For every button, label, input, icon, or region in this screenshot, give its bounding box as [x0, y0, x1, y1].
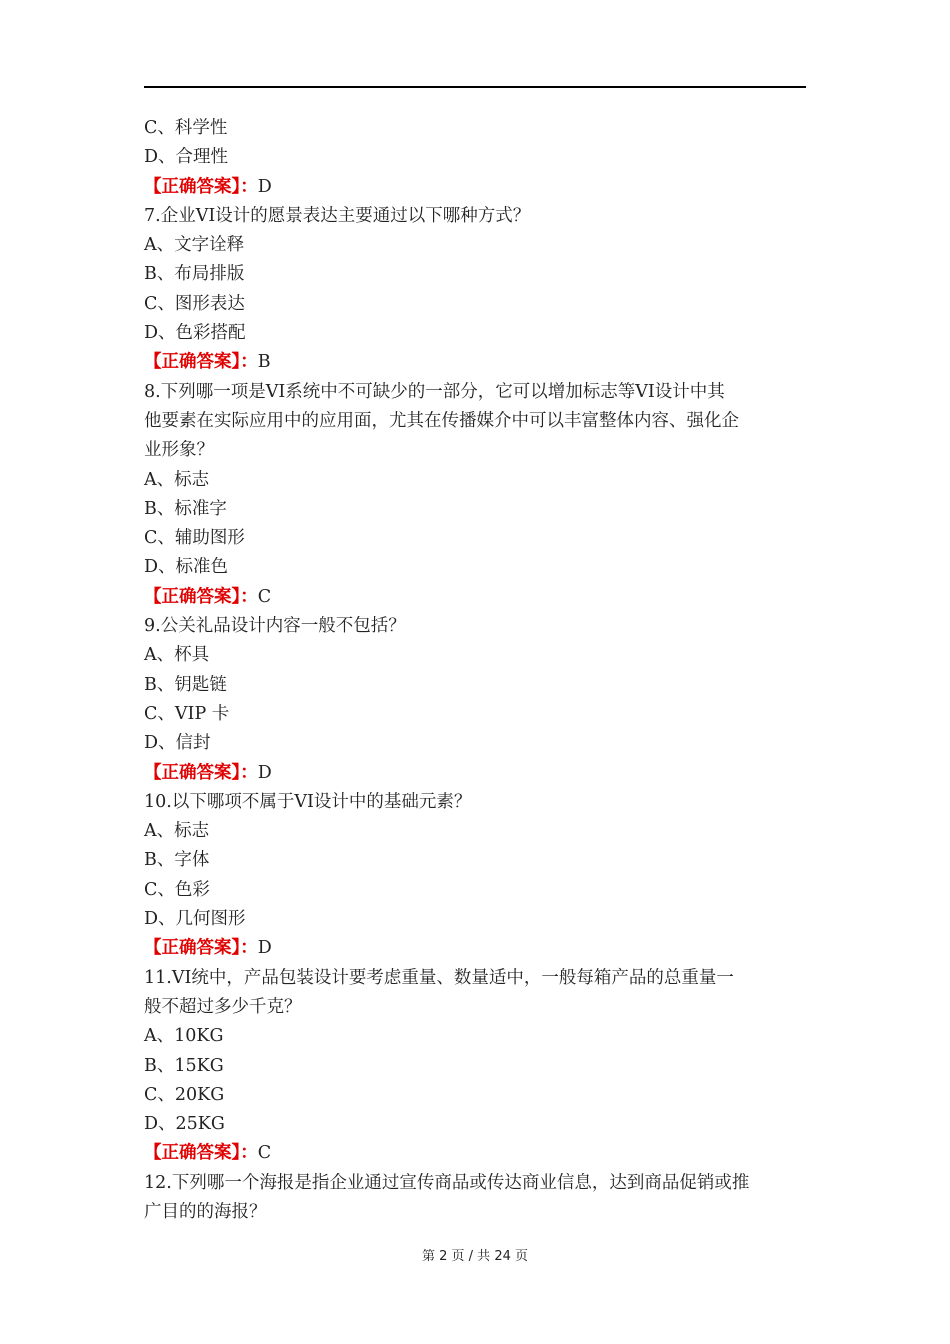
- text-line: B、钥匙链: [144, 674, 227, 695]
- text-line: C、科学性: [144, 118, 228, 138]
- text-line: B、布局排版: [144, 264, 245, 285]
- answer-value: D: [257, 938, 272, 959]
- question-line: 7.企业VI设计的愿景表达主要通过以下哪种方式？: [144, 205, 531, 226]
- document-body: [144, 114, 814, 1227]
- answer-line: [144, 1139, 814, 1168]
- text-line: C、辅助图形: [144, 528, 245, 549]
- answer-line: [144, 173, 814, 202]
- text-line: D、色彩搭配: [144, 323, 246, 344]
- answer-label: 【正确答案】：: [144, 1143, 258, 1164]
- text-line: A、10KG: [144, 1026, 224, 1047]
- text-line: 业形象？: [144, 440, 214, 461]
- text-line: 他要素在实际应用中的应用面，尤其在传播媒介中可以丰富整体内容、强化企: [144, 410, 739, 431]
- answer-label: 【正确答案】：: [144, 586, 258, 607]
- text-line: D、25KG: [144, 1114, 225, 1135]
- text-line: C、VIP 卡: [144, 703, 230, 724]
- answer-label: 【正确答案】：: [144, 176, 258, 197]
- question-line: 11.VI统中，产品包装设计要考虑重量、数量适中，一般每箱产品的总重量一: [144, 967, 734, 988]
- answer-label: 【正确答案】：: [144, 938, 258, 959]
- text-line: A、标志: [144, 821, 210, 842]
- answer-label: 【正确答案】：: [144, 352, 258, 373]
- text-line: D、标准色: [144, 557, 229, 578]
- text-line: B、字体: [144, 850, 210, 871]
- text-line: A、杯具: [144, 645, 210, 666]
- header-rule: [144, 86, 806, 88]
- page-footer: 第 2 页 / 共 24 页: [422, 1249, 528, 1264]
- answer-line: [144, 759, 814, 788]
- question-line: 10.以下哪项不属于VI设计中的基础元素？: [144, 791, 472, 812]
- text-line: A、标志: [144, 469, 210, 490]
- answer-value: C: [257, 586, 272, 607]
- answer-line: [144, 934, 814, 963]
- question-line: 12.下列哪一个海报是指企业通过宣传商品或传达商业信息，达到商品促销或推: [144, 1172, 750, 1193]
- answer-value: D: [257, 762, 272, 783]
- text-line: B、15KG: [144, 1055, 224, 1076]
- text-line: A、文字诠释: [144, 235, 245, 256]
- answer-value: C: [257, 1143, 272, 1164]
- question-line: 9.公关礼品设计内容一般不包括？: [144, 616, 406, 637]
- text-line: D、信封: [144, 733, 211, 754]
- answer-line: [144, 348, 814, 377]
- answer-line: [144, 583, 814, 612]
- text-line: 般不超过多少千克？: [144, 996, 302, 1017]
- question-line: 8.下列哪一项是VI系统中不可缺少的一部分，它可以增加标志等VI设计中其: [144, 381, 725, 402]
- text-line: B、标准字: [144, 498, 227, 519]
- text-line: C、图形表达: [144, 293, 245, 314]
- text-line: C、色彩: [144, 879, 210, 900]
- text-line: D、几何图形: [144, 909, 246, 930]
- answer-value: D: [257, 176, 272, 197]
- text-line: 广目的的海报？: [144, 1201, 267, 1222]
- text-line: C、20KG: [144, 1084, 225, 1105]
- text-line: D、合理性: [144, 147, 229, 168]
- answer-label: 【正确答案】：: [144, 762, 258, 783]
- answer-value: B: [257, 352, 271, 373]
